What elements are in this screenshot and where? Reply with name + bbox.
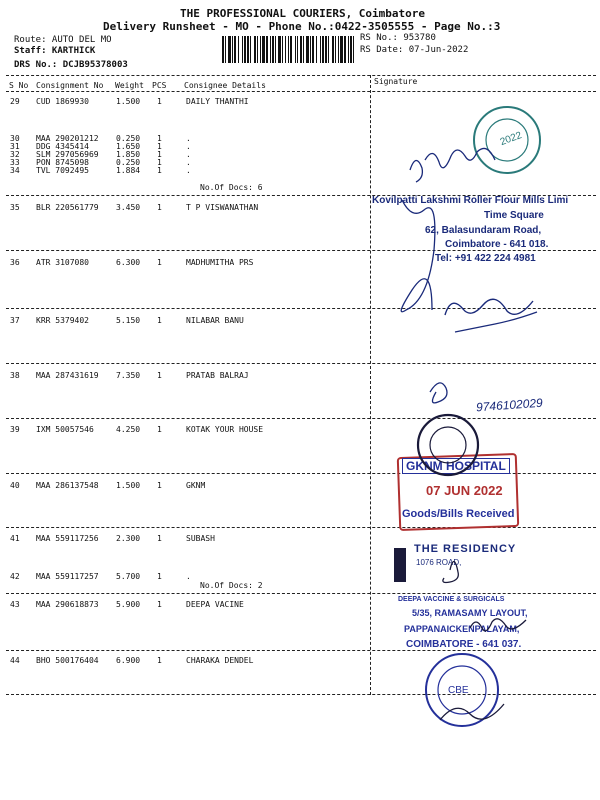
row-weight: 3.450 [116,203,141,212]
row-weight: 6.900 [116,656,141,665]
signature [445,299,533,315]
row-consignee: . [186,166,191,175]
row-sno: 37 [10,316,20,325]
col-consignee: Consignee Details [184,81,266,90]
row-sno: 41 [10,534,20,543]
row-sno: 30 [10,134,20,143]
row-sno: 42 [10,572,20,581]
row-consignment-no: MAA 290618873 [36,600,99,609]
signature [470,619,526,631]
svg-text:CBE: CBE [448,685,469,696]
row-weight: 1.500 [116,481,141,490]
col-signature: Signature [374,77,418,86]
row-consignment-no: PON 8745098 [36,158,89,167]
row-sno: 33 [10,158,20,167]
round-stamp-teal [474,107,540,173]
round-stamp-kotak [418,415,478,475]
kovilpatti-stamp-line: 62, Balasundaram Road, [425,225,542,236]
row-pcs: 1 [157,425,162,434]
svg-text:2022: 2022 [498,130,524,149]
kovilpatti-stamp-line: Time Square [484,210,544,221]
row-pcs: 1 [157,150,162,159]
kovilpatti-stamp-line: Kovilpatti Lakshmi Roller Flour Mills Limi [372,195,569,206]
signature [410,160,422,182]
row-pcs: 1 [157,481,162,490]
row-consignment-no: ATR 3107080 [36,258,89,267]
row-sno: 40 [10,481,20,490]
rs-number: RS No.: 953780 [360,33,436,43]
drs-number: DRS No.: DCJB95378003 [14,60,128,70]
row-sno: 43 [10,600,20,609]
kovilpatti-stamp-line: Tel: +91 422 224 4981 [435,253,536,264]
row-consignee: T P VISWANATHAN [186,203,259,212]
row-weight: 6.300 [116,258,141,267]
row-pcs: 1 [157,97,162,106]
kovilpatti-stamp-line: Coimbatore - 641 018. [445,239,549,250]
row-consignment-no: MAA 559117256 [36,534,99,543]
row-sno: 39 [10,425,20,434]
rs-date: RS Date: 07-Jun-2022 [360,45,469,55]
row-pcs: 1 [157,316,162,325]
row-consignee: DAILY THANTHI [186,97,249,106]
row-weight: 1.500 [116,97,141,106]
row-consignee: KOTAK YOUR HOUSE [186,425,264,434]
row-consignment-no: MAA 559117257 [36,572,99,581]
row-weight: 4.250 [116,425,141,434]
row-consignment-no: MAA 286137548 [36,481,99,490]
signature [401,200,435,312]
page-title: THE PROFESSIONAL COURIERS, Coimbatore [180,7,426,20]
round-stamp-charaka [426,654,498,726]
row-consignee: SUBASH [186,534,215,543]
gknm-stamp-date: 07 JUN 2022 [426,483,503,498]
row-consignment-no: MAA 290201212 [36,134,99,143]
residency-stamp-line: 1076 ROAD, [416,558,462,567]
row-weight: 1.884 [116,166,141,175]
row-pcs: 1 [157,158,162,167]
row-sno: 44 [10,656,20,665]
col-consignment: Consignment No [36,81,104,90]
col-weight: Weight [115,81,144,90]
gknm-stamp-received: Goods/Bills Received [402,508,515,520]
row-sno: 35 [10,203,20,212]
row-consignee: CHARAKA DENDEL [186,656,254,665]
page-subtitle: Delivery Runsheet - MO - Phone No.:0422-3505555 - Page No.:3 [103,20,501,33]
row-pcs: 1 [157,142,162,151]
gknm-stamp-name: GKNM HOSPITAL [402,458,510,474]
col-pcs: PCS [152,81,167,90]
docs-count-note: No.Of Docs: 6 [200,183,263,192]
row-consignee: DEEPA VACINE [186,600,244,609]
row-consignee: GKNM [186,481,206,490]
staff-label: Staff: KARTHICK [14,46,96,56]
row-weight: 0.250 [116,158,141,167]
row-consignee: NILABAR BANU [186,316,244,325]
row-consignee: . [186,572,191,581]
row-consignee: . [186,142,191,151]
deepa-stamp-line: PAPPANAICKENPALAYAM, [404,624,520,634]
deepa-stamp-line: 5/35, RAMASAMY LAYOUT, [412,608,528,618]
row-pcs: 1 [157,258,162,267]
row-pcs: 1 [157,534,162,543]
row-consignment-no: TVL 7092495 [36,166,89,175]
row-weight: 0.250 [116,134,141,143]
row-sno: 31 [10,142,20,151]
row-pcs: 1 [157,600,162,609]
row-consignment-no: SLM 297056969 [36,150,99,159]
handwritten-phone-number: 9746102029 [475,395,544,415]
row-pcs: 1 [157,166,162,175]
row-sno: 29 [10,97,20,106]
row-pcs: 1 [157,656,162,665]
row-consignee: . [186,150,191,159]
deepa-stamp-line: DEEPA VACCINE & SURGICALS [398,596,505,603]
row-consignee: PRATAB BALRAJ [186,371,249,380]
row-consignment-no: DDG 4345414 [36,142,89,151]
row-pcs: 1 [157,371,162,380]
row-consignment-no: BLR 220561779 [36,203,99,212]
row-weight: 1.850 [116,150,141,159]
row-sno: 36 [10,258,20,267]
row-weight: 5.900 [116,600,141,609]
row-weight: 1.650 [116,142,141,151]
row-consignee: MADHUMITHA PRS [186,258,254,267]
row-weight: 2.300 [116,534,141,543]
row-weight: 5.150 [116,316,141,325]
row-weight: 5.700 [116,572,141,581]
row-sno: 34 [10,166,20,175]
signature [443,561,458,582]
row-consignment-no: BHO 500176404 [36,656,99,665]
row-consignment-no: CUD 1869930 [36,97,89,106]
signature [430,383,447,403]
row-consignee: . [186,134,191,143]
docs-count-note: No.Of Docs: 2 [200,581,263,590]
row-consignee: . [186,158,191,167]
route-label: Route: AUTO DEL MO [14,35,112,45]
col-sno: S No [9,81,29,90]
row-sno: 38 [10,371,20,380]
row-weight: 7.350 [116,371,141,380]
row-consignment-no: KRR 5379402 [36,316,89,325]
signature [455,312,537,332]
row-sno: 32 [10,150,20,159]
row-consignment-no: MAA 287431619 [36,371,99,380]
residency-stamp-line: THE RESIDENCY [414,543,517,555]
row-pcs: 1 [157,572,162,581]
row-consignment-no: IXM 50057546 [36,425,94,434]
deepa-stamp-line: COIMBATORE - 641 037. [406,639,522,650]
row-pcs: 1 [157,134,162,143]
row-pcs: 1 [157,203,162,212]
